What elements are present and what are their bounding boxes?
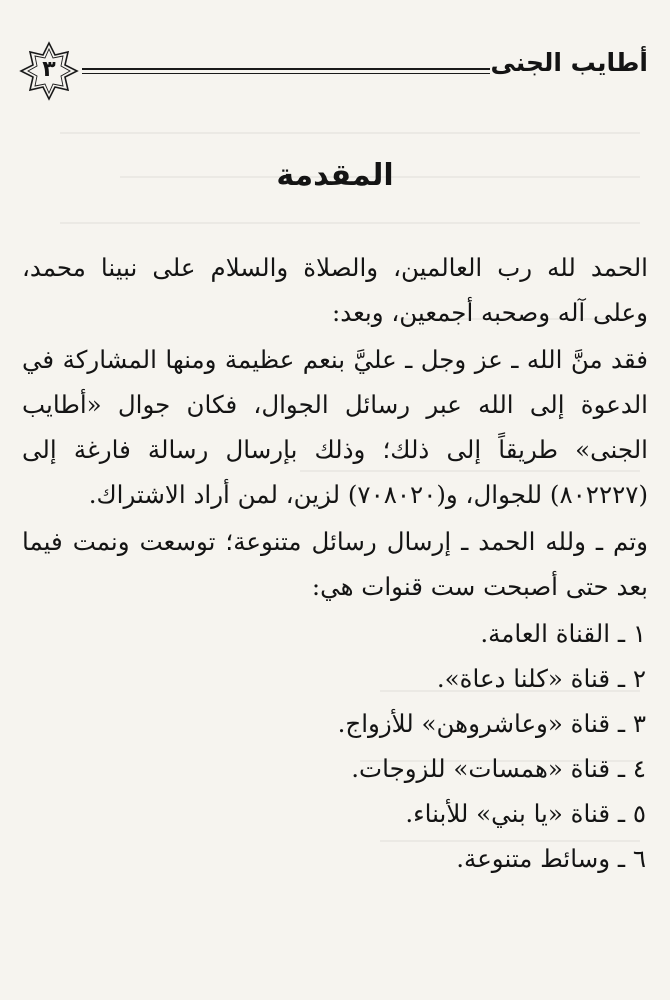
body-text <box>22 245 648 881</box>
section-title: المقدمة <box>276 158 394 193</box>
header-rule <box>82 68 490 74</box>
running-header <box>18 46 648 94</box>
list-item: ٤ ـ قناة «همسات» للزوجات. <box>351 754 646 783</box>
page-number: ٣ <box>42 57 56 82</box>
page-number-badge <box>18 40 80 102</box>
channel-list <box>22 611 648 881</box>
list-item: ٢ ـ قناة «كلنا دعاة». <box>436 664 646 693</box>
book-title: أطايب الجنى <box>490 48 648 77</box>
opening-paragraph: الحمد لله رب العالمين، والصلاة والسلام على نبينا محمد، وعلى آله وصحبه أجمعين، وبعد: <box>22 253 648 327</box>
list-item: ١ ـ القناة العامة. <box>480 619 646 648</box>
list-item: ٦ ـ وسائط متنوعة. <box>456 844 646 873</box>
paragraph: وتم ـ ولله الحمد ـ إرسال رسائل متنوعة؛ توسعت ونمت فيما بعد حتى أصبحت ست قنوات هي: <box>22 527 648 601</box>
list-item: ٥ ـ قناة «يا بني» للأبناء. <box>405 799 646 828</box>
list-item: ٣ ـ قناة «وعاشروهن» للأزواج. <box>337 709 646 738</box>
paragraph: فقد منَّ الله ـ عز وجل ـ عليَّ بنعم عظيمة ومنها المشاركة في الدعوة إلى الله عبر رسائل الجوال، فكان جوال «أطايب الجنى» طريقاً إلى ذلك؛ وذلك بإرسال رسالة فارغة إلى (٨٠٢٢٢٧) للجوال، و(٧٠٨٠٢٠) لزين، لمن أراد الاشتراك. <box>22 345 648 509</box>
